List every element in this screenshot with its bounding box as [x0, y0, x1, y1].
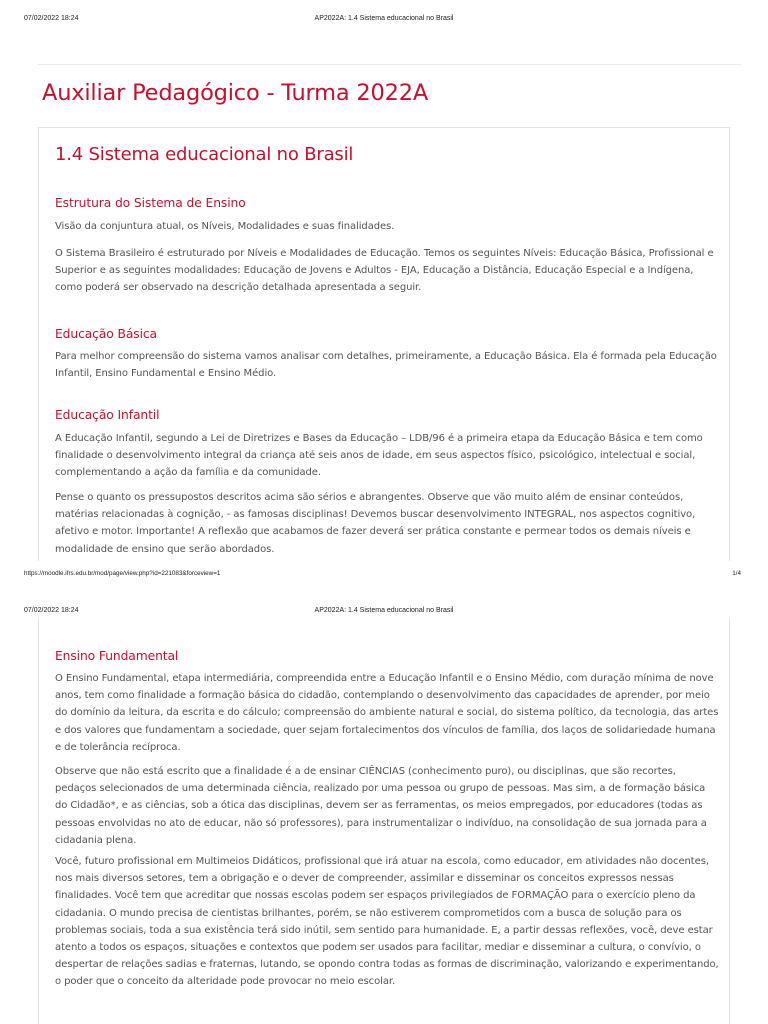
- heading-educacao-basica: Educação Básica: [55, 327, 157, 341]
- print-doc-title: AP2022A: 1.4 Sistema educacional no Brasil: [314, 607, 454, 614]
- page-url: https://moodle.ifrs.edu.br/mod/page/view.php?id=221083&forceview=1: [24, 570, 221, 577]
- page-title: 1.4 Sistema educacional no Brasil: [55, 144, 354, 165]
- print-doc-title: AP2022A: 1.4 Sistema educacional no Brasil: [314, 15, 454, 22]
- heading-ensino-fundamental: Ensino Fundamental: [55, 649, 179, 663]
- page-number: 1/4: [732, 570, 741, 577]
- print-header: [0, 15, 768, 29]
- paragraph: Observe que não está escrito que a finalidade é a de ensinar CIÊNCIAS (conhecimento puro), ou disciplinas, que são recortes, pedaços selecionados de uma determinada ciência, realizado por uma pessoa ou grupo de pessoas. Mas sim, a de formação básica do Cidadão*, e as ciências, sob a ótica das disciplinas, devem ser as ferramentas, os meios empregados, por educadores (todas as pessoas envolvidas no ato de educar, não só professores), para instrumentalizar o indivíduo, na consolidação de sua jornada para a cidadania plena.: [55, 766, 707, 846]
- paragraph: O Ensino Fundamental, etapa intermediária, compreendida entre a Educação Infantil e o Ensino Médio, com duração mínima de nove anos, tem como finalidade a formação básica do cidadão, contemplando o desenvolvimento das capacidades de aprender, por meio do domínio da leitura, da escrita e do cálculo; compreensão do ambiente natural e social, do sistema político, da tecnologia, das artes e dos valores que fundamentam a sociedade, quer sejam fortalecimentos dos vínculos de família, dos laços de solidariedade humana e de tolerância recíproca.: [55, 673, 719, 753]
- course-title: Auxiliar Pedagógico - Turma 2022A: [42, 80, 429, 106]
- paragraph: Visão da conjuntura atual, os Níveis, Modalidades e suas finalidades.: [55, 221, 395, 232]
- paragraph: Você, futuro profissional em Multimeios Didáticos, profissional que irá atuar na escola, como educador, em atividades não docentes, nos mais diversos setores, tem a obrigação e o dever de compreender, assimilar e disseminar os conceitos expressos nessas finalidades. Você tem que acreditar que nossas escolas podem ser espaços privilegiados de FORMAÇÃO para o exercício pleno da cidadania. O mundo precisa de cientistas brilhantes, porém, se não estiverem comprometidos com a busca de solução para os problemas sociais, toda a sua existência terá sido inútil, sem sentido para humanidade. E, a partir dessas reflexões, você, deve estar atento a todos os espaços, situações e contextos que podem ser usados para facilitar, mediar e disseminar a cultura, o convívio, o despertar de relações sadias e fraternas, lutando, se opondo contra todas as formas de discriminação, valorizando e experimentando, o poder que o conceito da alteridade pode provocar no meio escolar.: [55, 856, 719, 988]
- heading-estrutura: Estrutura do Sistema de Ensino: [55, 196, 246, 210]
- print-footer: [0, 570, 768, 582]
- print-date: 07/02/2022 18:24: [24, 15, 79, 22]
- heading-educacao-infantil: Educação Infantil: [55, 408, 160, 422]
- print-date: 07/02/2022 18:24: [24, 607, 79, 614]
- divider: [38, 64, 741, 65]
- paragraph: Pense o quanto os pressupostos descritos acima são sérios e abrangentes. Observe que vão muito além de ensinar conteúdos, matérias relacionadas à cognição, - as famosas disciplinas! Devemos buscar desenvolvimento INTEGRAL, nos aspectos cognitivo, afetivo e motor. Importante! A reflexão que acabamos de fazer deverá ser prática constante e permear todos os demais níveis e modalidade de ensino que serão abordados.: [55, 492, 696, 555]
- paragraph: Para melhor compreensão do sistema vamos analisar com detalhes, primeiramente, a Educação Básica. Ela é formada pela Educação Infantil, Ensino Fundamental e Ensino Médio.: [55, 351, 717, 380]
- paragraph: A Educação Infantil, segundo a Lei de Diretrizes e Bases da Educação – LDB/96 é a primeira etapa da Educação Básica e tem como finalidade o desenvolvimento integral da criança até seis anos de idade, em seus aspectos físico, psicológico, intelectual e social, complementando a ação da família e da comunidade.: [55, 433, 703, 479]
- paragraph: O Sistema Brasileiro é estruturado por Níveis e Modalidades de Educação. Temos os seguintes Níveis: Educação Básica, Profissional e Superior e as seguintes modalidades: Educação de Jovens e Adultos - EJA, Educação a Distância, Educação Especial e a Indígena, como poderá ser observado na descrição detalhada apresentada a seguir.: [55, 248, 714, 294]
